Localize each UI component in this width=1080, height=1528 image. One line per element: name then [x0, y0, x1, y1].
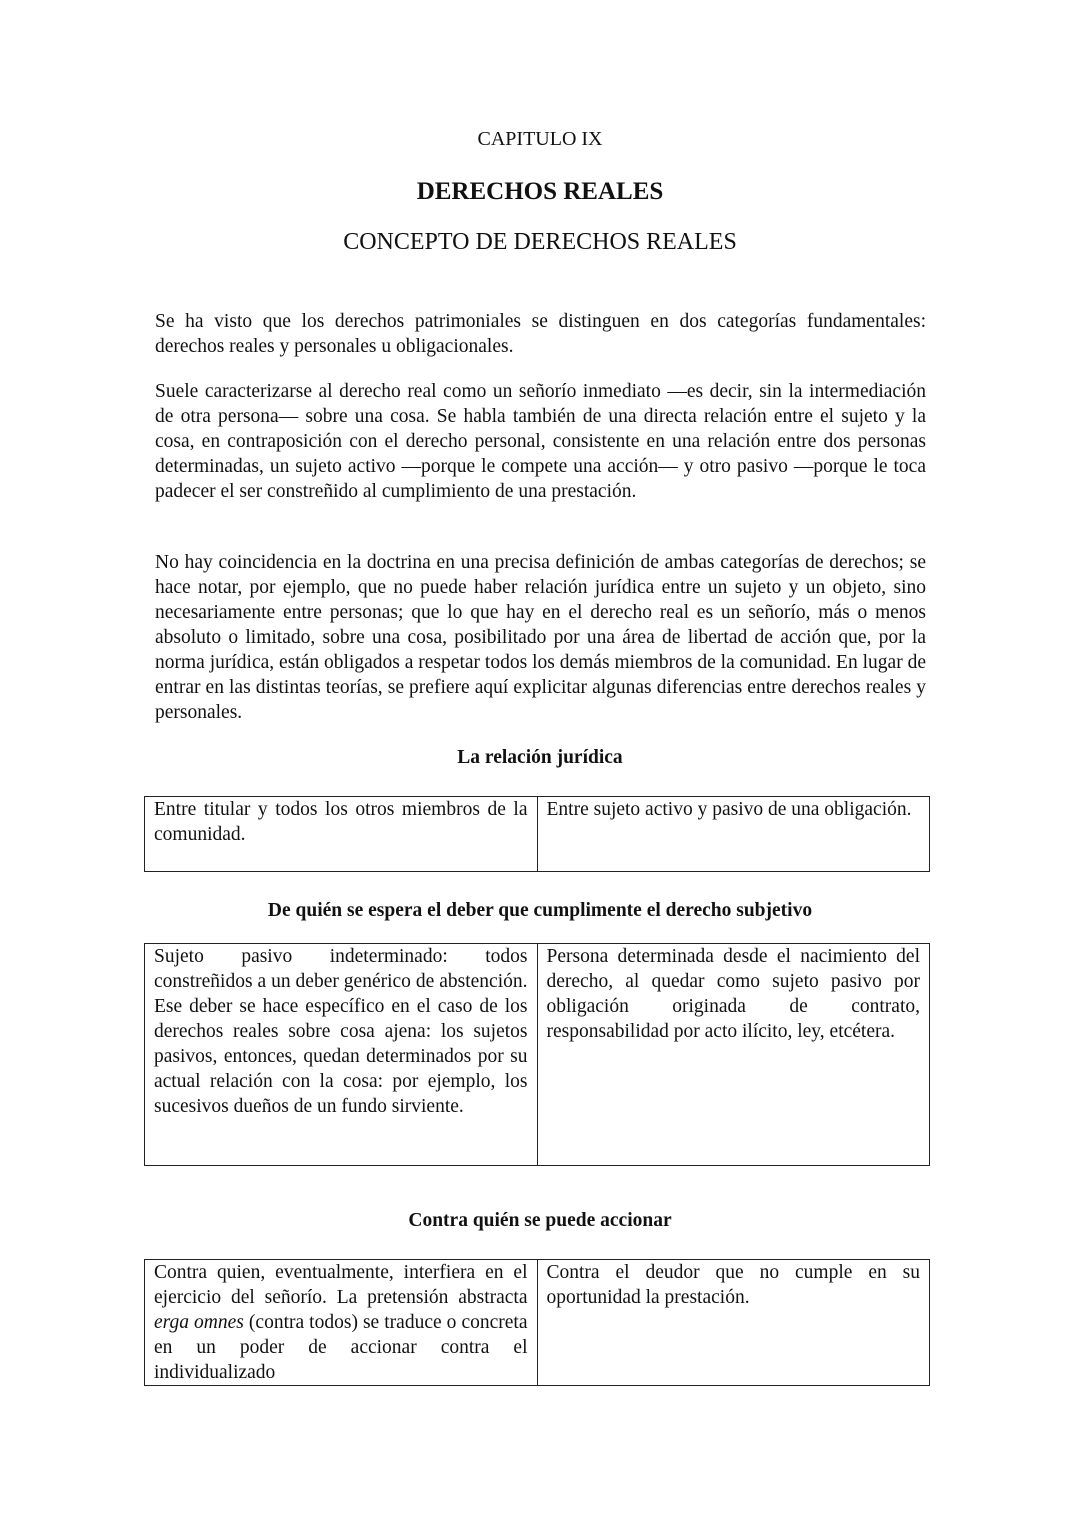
chapter-label: CAPITULO IX: [477, 128, 603, 150]
real-rights-cell: [145, 1260, 538, 1386]
section-heading: Contra quién se puede accionar: [408, 1210, 672, 1231]
comparison-table: [144, 1259, 930, 1386]
personal-rights-cell: Entre sujeto activo y pasivo de una obligación.: [537, 797, 930, 872]
personal-rights-cell: Persona determinada desde el nacimiento del derecho, al quedar como sujeto pasivo por obligación originada de contrato, responsabilidad por acto ilícito, ley, etcétera.: [537, 944, 930, 1166]
comparison-table: [144, 796, 930, 872]
paragraph-1: Se ha visto que los derechos patrimoniales se distinguen en dos categorías fundamentales: derechos reales y personales u obligacionales.: [155, 311, 926, 357]
personal-rights-cell: Contra el deudor que no cumple en su oportunidad la prestación.: [537, 1260, 930, 1386]
real-rights-cell: Sujeto pasivo indeterminado: todos constreñidos a un deber genérico de abstención. Ese deber se hace específico en el caso de los derechos reales sobre cosa ajena: los sujetos pasivos, entonces, quedan determinados por su actual relación con la cosa: por ejemplo, los sucesivos dueños de un fundo sirviente.: [145, 944, 538, 1166]
real-rights-cell: Entre titular y todos los otros miembros de la comunidad.: [145, 797, 538, 872]
comparison-table: [144, 943, 930, 1166]
cell-text: Contra quien, eventualmente, interfiera en el ejercicio del señorío. La pretensión abstracta: [154, 1262, 528, 1308]
section-heading: La relación jurídica: [457, 747, 623, 768]
paragraph-3: No hay coincidencia en la doctrina en una precisa definición de ambas categorías de derechos; se hace notar, por ejemplo, que no puede haber relación jurídica entre un sujeto y un objeto, sino necesariamente entre personas; que lo que hay en el derecho real es un señorío, más o menos absoluto o limitado, sobre una cosa, posibilitado por una área de libertad de acción que, por la norma jurídica, están obligados a respetar todos los demás miembros de la comunidad. En lugar de entrar en las distintas teorías, se prefiere aquí explicitar algunas diferencias entre derechos reales y personales.: [155, 552, 926, 723]
page-title: DERECHOS REALES: [416, 178, 664, 205]
page-subtitle: CONCEPTO DE DERECHOS REALES: [343, 229, 737, 255]
cell-text: (contra todos) se traduce o concreta en un poder de accionar contra el individualizado: [154, 1312, 528, 1383]
section-heading: De quién se espera el deber que cumplimente el derecho subjetivo: [267, 900, 813, 921]
paragraph-2: Suele caracterizarse al derecho real como un señorío inmediato —es decir, sin la intermediación de otra persona— sobre una cosa. Se habla también de una directa relación entre el sujeto y la cosa, en contraposición con el derecho personal, consistente en una relación entre dos personas determinadas, un sujeto activo —porque le compete una acción— y otro pasivo —porque le toca padecer el ser constreñido al cumplimiento de una prestación.: [155, 381, 926, 502]
latin-term: erga omnes: [154, 1312, 244, 1333]
